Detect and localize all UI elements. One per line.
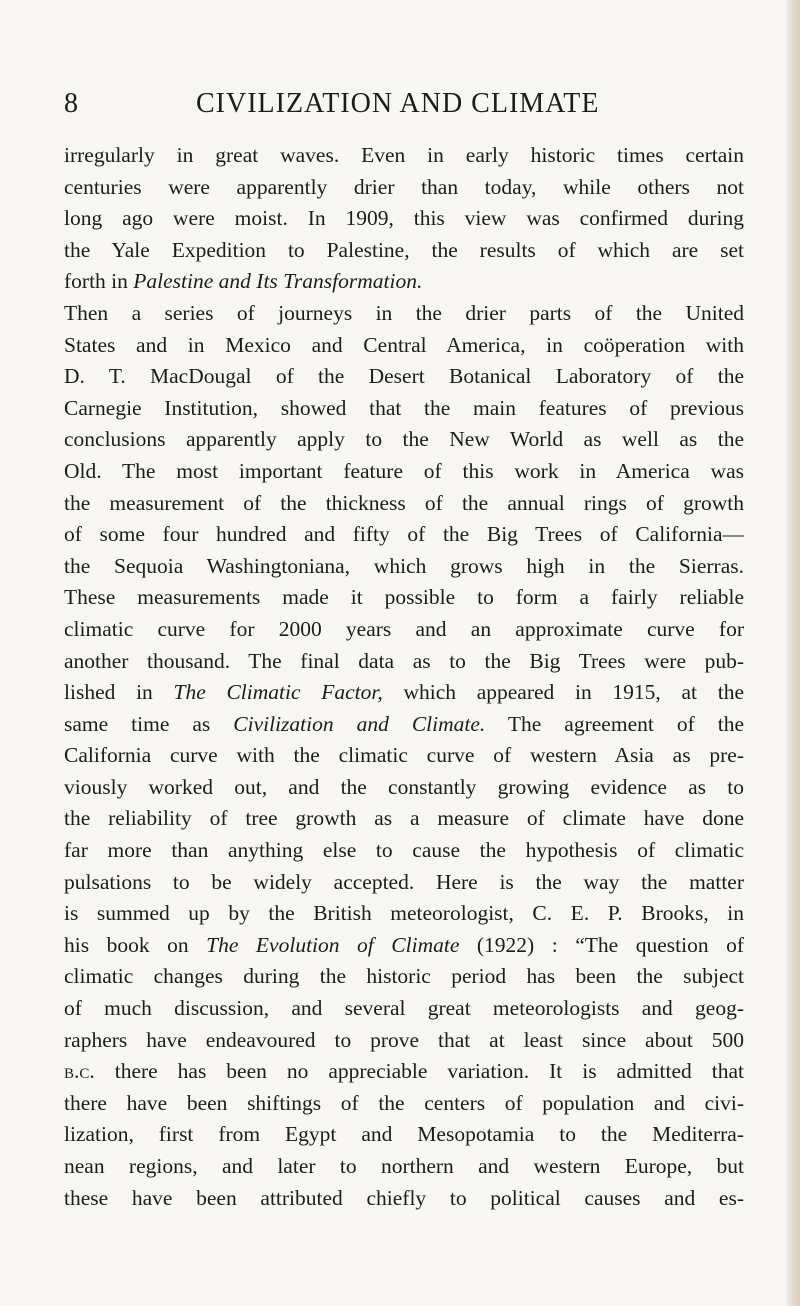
text-segment: D. T. MacDougal of the Desert Botanical Laboratory of the bbox=[64, 364, 744, 389]
text-segment: his book on bbox=[64, 932, 207, 957]
text-segment: nean regions, and later to northern and western Europe, but bbox=[64, 1154, 744, 1178]
text-line bbox=[64, 1119, 744, 1151]
text-segment: there has been no appreciable variation. It is admitted that bbox=[94, 1059, 744, 1084]
text-segment: of some four hundred and fifty of the Big Trees of California— bbox=[64, 522, 744, 547]
text-line bbox=[64, 772, 744, 804]
text-segment: the Yale Expedition to Palestine, the results of which are set bbox=[64, 237, 744, 262]
text-line bbox=[64, 709, 744, 741]
text-line bbox=[64, 961, 744, 993]
text-segment: of much discussion, and several great meteorologists and geog- bbox=[64, 996, 744, 1021]
text-line bbox=[64, 298, 744, 330]
text-line bbox=[64, 235, 744, 267]
text-segment: Carnegie Institution, showed that the main features of previous bbox=[64, 395, 744, 420]
text-line bbox=[64, 456, 744, 488]
text-line bbox=[64, 993, 744, 1025]
text-segment: another thousand. The final data as to the Big Trees were pub- bbox=[64, 648, 744, 673]
text-line bbox=[64, 551, 744, 583]
page-header bbox=[64, 86, 748, 122]
text-line bbox=[64, 488, 744, 520]
text-segment: the reliability of tree growth as a measure of climate have done bbox=[64, 806, 744, 831]
text-line bbox=[64, 898, 744, 930]
text-segment: Old. The most important feature of this work in America was bbox=[64, 458, 744, 483]
text-segment: far more than anything else to cause the hypothesis of climatic bbox=[64, 838, 744, 863]
text-segment: lished in bbox=[64, 680, 174, 705]
text-segment: (1922) : “The question of bbox=[459, 932, 745, 957]
text-segment: climatic changes during the historic period has been the subject bbox=[64, 964, 744, 989]
text-segment: long ago were moist. In 1909, this view was confirmed during bbox=[64, 206, 744, 231]
text-line bbox=[64, 803, 744, 835]
text-line bbox=[64, 424, 744, 456]
text-line bbox=[64, 614, 744, 646]
text-segment: The agreement of the bbox=[485, 711, 744, 736]
text-line bbox=[64, 393, 744, 425]
page-number: 8 bbox=[64, 88, 79, 119]
text-segment: lization, first from Egypt and Mesopotamia to the Mediterra- bbox=[64, 1122, 744, 1147]
text-segment: California curve with the climatic curve of western Asia as pre- bbox=[64, 743, 744, 768]
text-line bbox=[64, 1025, 744, 1057]
text-segment: centuries were apparently drier than today, while others not bbox=[64, 174, 744, 199]
text-segment: Then a series of journeys in the drier parts of the United bbox=[64, 300, 744, 325]
text-line bbox=[64, 677, 744, 709]
text-segment: the Sequoia Washingtoniana, which grows high in the Sierras. bbox=[64, 553, 744, 578]
text-segment: viously worked out, and the constantly growing evidence as to bbox=[64, 774, 744, 799]
text-line bbox=[64, 361, 744, 393]
text-line bbox=[64, 519, 744, 551]
text-line bbox=[64, 582, 744, 614]
italic-text: Civilization and Climate. bbox=[233, 711, 486, 736]
text-segment: States and in Mexico and Central America, in coöperation with bbox=[64, 332, 744, 357]
text-line bbox=[64, 1183, 744, 1215]
text-segment: raphers have endeavoured to prove that at least since about 500 bbox=[64, 1027, 744, 1052]
italic-text: Palestine and Its Transformation. bbox=[133, 269, 423, 294]
text-segment: irregularly in great waves. Even in early historic times certain bbox=[64, 143, 744, 167]
text-line bbox=[64, 1088, 744, 1120]
text-line bbox=[64, 835, 744, 867]
text-segment: same time as bbox=[64, 711, 234, 736]
text-line bbox=[64, 1056, 744, 1088]
text-line bbox=[64, 203, 744, 235]
italic-text: The Evolution of Climate bbox=[206, 932, 460, 957]
text-line bbox=[64, 172, 744, 204]
text-segment: pulsations to be widely accepted. Here is the way the matter bbox=[64, 869, 744, 894]
page-edge-shadow bbox=[786, 0, 800, 1306]
sc-text: b.c. bbox=[64, 1059, 95, 1084]
text-segment: there have been shiftings of the centers of population and civi- bbox=[64, 1090, 744, 1115]
text-segment: is summed up by the British meteorologist, C. E. P. Brooks, in bbox=[64, 901, 744, 926]
italic-text: The Climatic Factor, bbox=[173, 680, 383, 705]
text-line bbox=[64, 740, 744, 772]
body-text bbox=[64, 140, 744, 1214]
text-line bbox=[64, 930, 744, 962]
text-line bbox=[64, 1151, 744, 1183]
text-segment: climatic curve for 2000 years and an approximate curve for bbox=[64, 616, 744, 641]
text-line bbox=[64, 867, 744, 899]
text-segment: These measurements made it possible to form a fairly reliable bbox=[64, 585, 744, 610]
text-segment: conclusions apparently apply to the New World as well as the bbox=[64, 427, 744, 452]
text-segment: the measurement of the thickness of the annual rings of growth bbox=[64, 490, 744, 515]
text-line bbox=[64, 266, 744, 298]
text-line bbox=[64, 646, 744, 678]
text-segment: these have been attributed chiefly to political causes and es- bbox=[64, 1185, 744, 1210]
text-line bbox=[64, 140, 744, 172]
text-segment: which appeared in 1915, at the bbox=[382, 680, 744, 705]
running-title: CIVILIZATION AND CLIMATE bbox=[196, 88, 600, 119]
text-line bbox=[64, 330, 744, 362]
text-segment: forth in bbox=[64, 269, 134, 294]
